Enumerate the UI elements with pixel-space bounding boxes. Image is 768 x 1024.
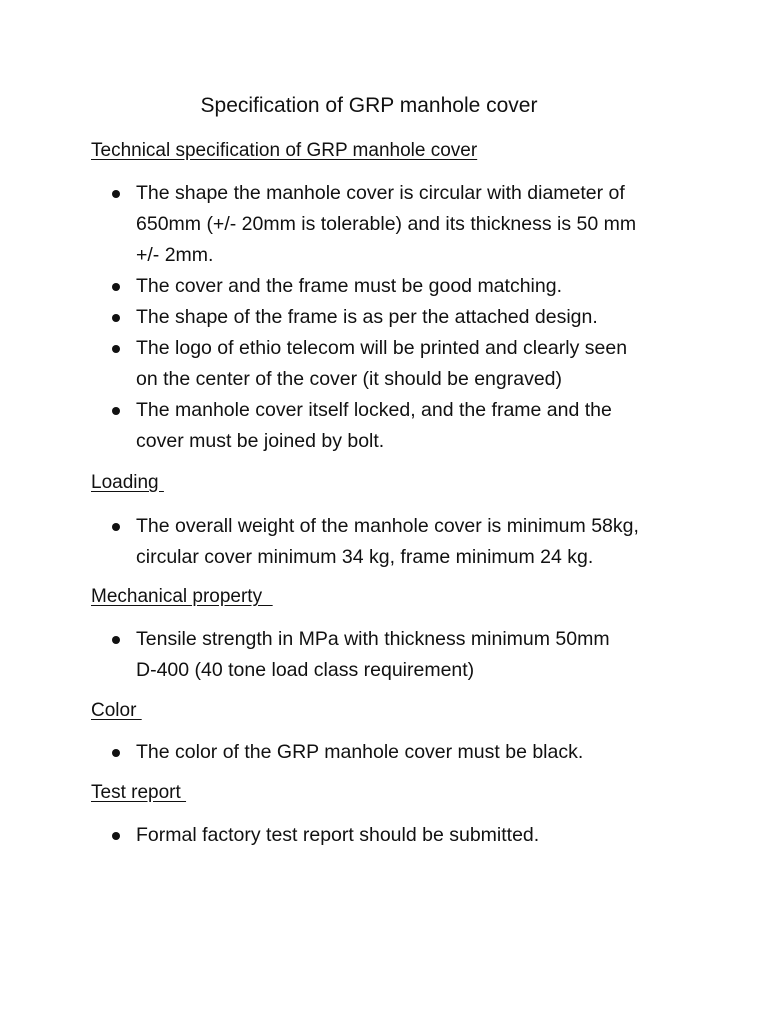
bullet-icon <box>112 523 120 531</box>
list-item-text: Formal factory test report should be submitted. <box>136 824 540 846</box>
bullet-icon <box>112 832 120 840</box>
bullet-icon <box>112 314 120 322</box>
mechanical-property-list <box>108 624 688 686</box>
list-item <box>108 820 688 851</box>
list-item-text: Tensile strength in MPa with thickness minimum 50mm D-400 (40 tone load class requirement) <box>136 628 610 681</box>
list-item <box>108 302 688 333</box>
section-heading-test-report: Test report <box>91 782 187 803</box>
test-report-list <box>108 820 688 851</box>
technical-specification-list <box>108 178 688 457</box>
document-title: Specification of GRP manhole cover <box>200 94 538 117</box>
list-item-text: The shape the manhole cover is circular with diameter of 650mm (+/- 20mm is tolerable) and its thickness is 50 mm +/- 2mm. <box>136 182 637 266</box>
list-item-text: The cover and the frame must be good matching. <box>136 275 562 297</box>
section-heading-loading: Loading <box>91 472 164 493</box>
bullet-icon <box>112 636 120 644</box>
section-heading-mechanical-property: Mechanical property <box>91 586 273 607</box>
list-item-text: The logo of ethio telecom will be printed and clearly seen on the center of the cover (it should be engraved) <box>136 337 628 390</box>
section-heading-color: Color <box>91 700 142 721</box>
list-item <box>108 737 688 768</box>
color-list <box>108 737 688 768</box>
list-item-text: The overall weight of the manhole cover is minimum 58kg, circular cover minimum 34 kg, frame minimum 24 kg. <box>136 515 639 568</box>
bullet-icon <box>112 283 120 291</box>
list-item <box>108 178 688 271</box>
list-item-text: The manhole cover itself locked, and the frame and the cover must be joined by bolt. <box>136 399 612 452</box>
list-item <box>108 624 688 686</box>
list-item-text: The color of the GRP manhole cover must be black. <box>136 741 584 763</box>
list-item-text: The shape of the frame is as per the attached design. <box>136 306 598 328</box>
bullet-icon <box>112 345 120 353</box>
list-item <box>108 271 688 302</box>
bullet-icon <box>112 190 120 198</box>
bullet-icon <box>112 749 120 757</box>
list-item <box>108 333 688 395</box>
bullet-icon <box>112 407 120 415</box>
list-item <box>108 395 688 457</box>
loading-list <box>108 511 688 573</box>
section-heading-technical-specification: Technical specification of GRP manhole cover <box>91 140 478 161</box>
list-item <box>108 511 688 573</box>
